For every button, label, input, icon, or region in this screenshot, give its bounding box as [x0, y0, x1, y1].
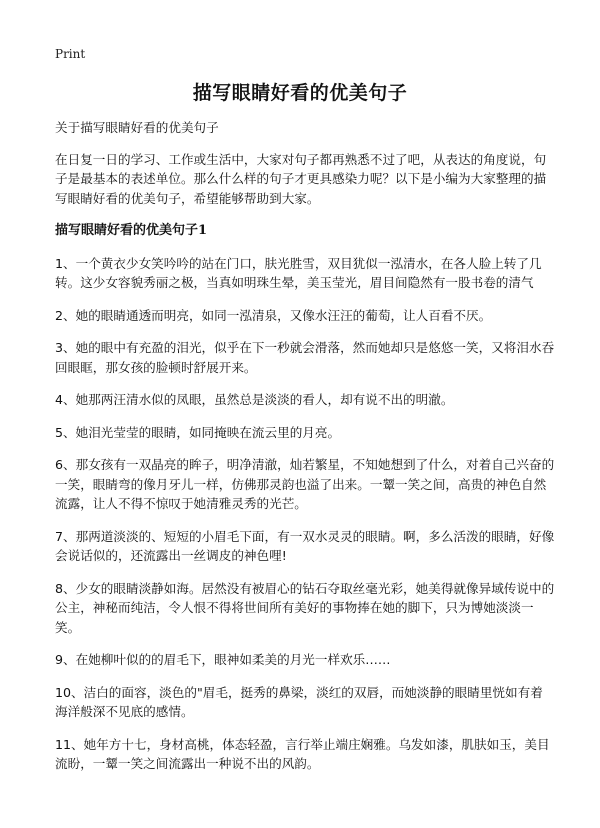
article-body	[55, 118, 555, 787]
page-title: 描写眼睛好看的优美句子	[192, 82, 408, 104]
sentence-item: 2、她的眼睛通透而明亮，如同一泓清泉，又像水汪汪的葡萄，让人百看不厌。	[55, 307, 492, 323]
sentence-item: 4、她那两汪清水似的凤眼，虽然总是淡淡的看人，却有说不出的明澈。	[55, 392, 454, 407]
section-heading: 描写眼睛好看的优美句子1	[55, 223, 208, 238]
sentence-list	[55, 254, 555, 774]
sentence-item: 3、她的眼中有充盈的泪光，似乎在下一秒就会滑落，然而她却只是悠悠一笑，又将泪水吞回眼眶，那女孩的脸顿时舒展开来。	[55, 340, 555, 375]
sentence-item: 6、那女孩有一双晶亮的眸子，明净清澈，灿若繁星，不知她想到了什么，对着自己兴奋的一笑，眼睛弯的像月牙儿一样，仿佛那灵韵也溢了出来。一颦一笑之间，高贵的神色自然流露，让人不得不惊叹于她清雅灵秀的光芒。	[55, 457, 555, 511]
sentence-item: 11、她年方十七，身材高桃，体态轻盈，言行举止端庄娴雅。乌发如漆，肌肤如玉，美目流盼，一颦一笑之间流露出一种说不出的风韵。	[55, 736, 550, 771]
sentence-item: 7、那两道淡淡的、短短的小眉毛下面，有一双水灵灵的眼睛。啊，多么活泼的眼睛，好像会说话似的，还流露出一丝调皮的神色哩!	[55, 528, 555, 563]
print-link[interactable]: Print	[55, 47, 86, 61]
sentence-item: 10、洁白的面容，淡色的"眉毛，挺秀的鼻梁，淡红的双唇，而她淡静的眼睛里恍如有着海洋般深不见底的感情。	[55, 684, 543, 719]
sentence-item: 1、一个黄衣少女笑吟吟的站在门口，肤光胜雪，双目犹似一泓清水，在各人脸上转了几转。这少女容貌秀丽之极，当真如明珠生晕，美玉莹光，眉目间隐然有一股书卷的清气	[55, 255, 542, 290]
sentence-item: 8、少女的眼睛淡静如海。居然没有被眉心的钻石夺取丝毫光彩，她美得就像异域传说中的公主，神秘而纯洁，令人恨不得将世间所有美好的事物捧在她的脚下，只为博她淡淡一笑。	[55, 580, 555, 635]
intro-paragraph: 在日复一日的学习、工作或生活中，大家对句子都再熟悉不过了吧，从表达的角度说，句子是最基本的表述单位。那么什么样的句子才更具感染力呢？以下是小编为大家整理的描写眼睛好看的优美句子，希望能够帮助到大家。	[55, 151, 547, 206]
sentence-item: 9、在她柳叶似的的眉毛下，眼神如柔美的月光一样欢乐……	[55, 652, 391, 667]
sentence-item: 5、她泪光莹莹的眼睛，如同掩映在流云里的月亮。	[55, 424, 341, 440]
article-subtitle: 关于描写眼睛好看的优美句子	[55, 120, 219, 135]
